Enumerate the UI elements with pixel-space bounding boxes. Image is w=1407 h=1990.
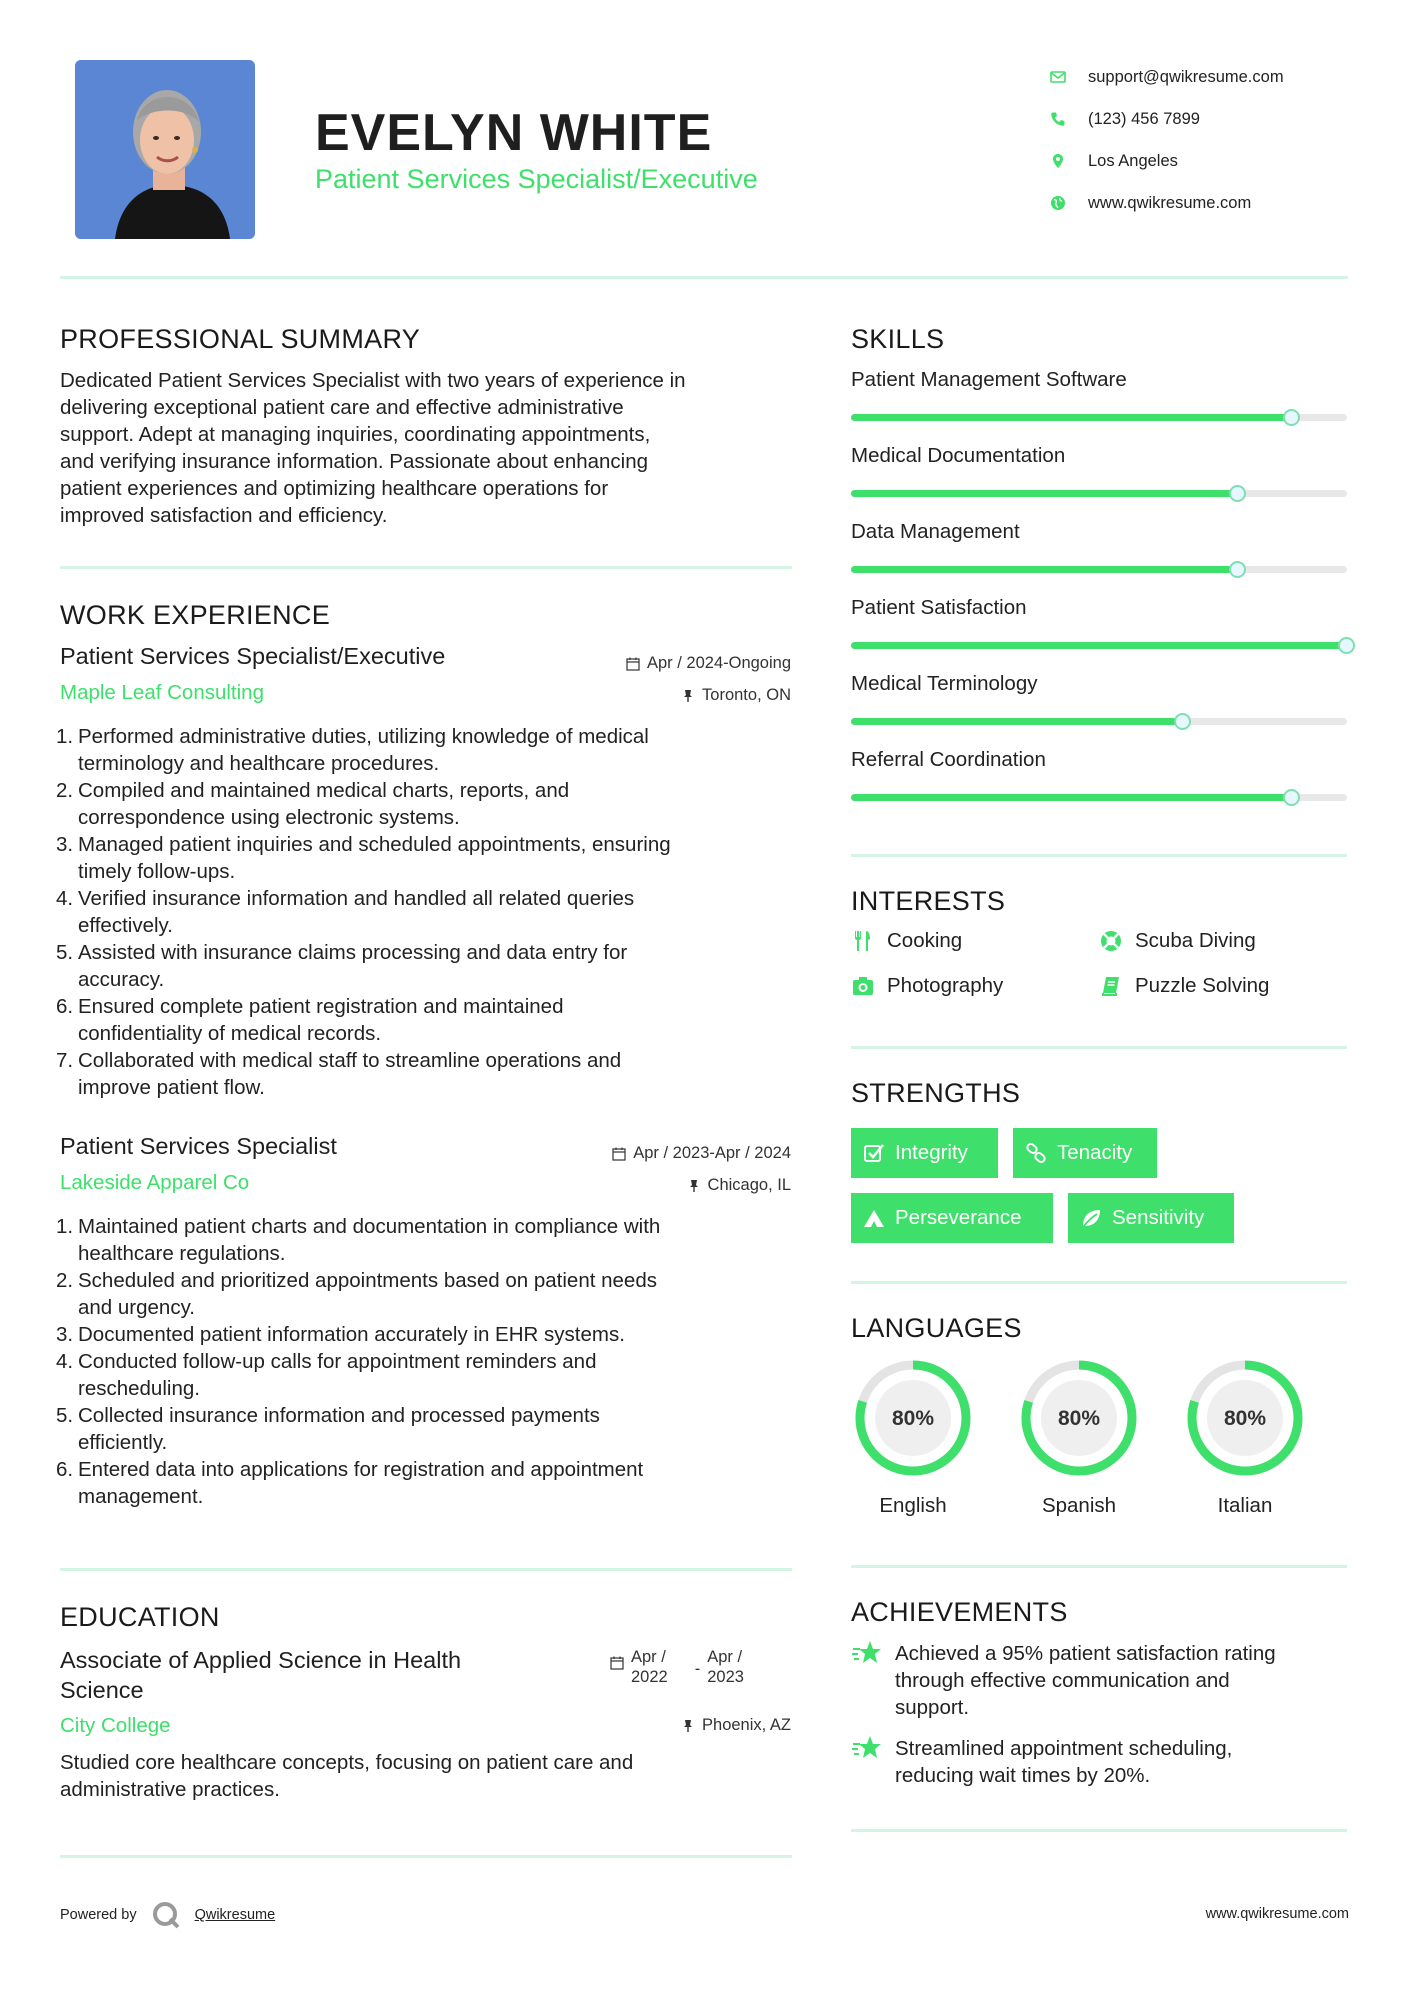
link-icon (1025, 1142, 1047, 1164)
degree-line: Science (60, 1677, 144, 1703)
leaf-icon (1080, 1207, 1102, 1229)
education-date (610, 1647, 744, 1687)
summary-text (60, 367, 800, 529)
strength-label: Tenacity (1057, 1141, 1133, 1164)
languages-heading: LANGUAGES (851, 1313, 1022, 1343)
skill-bar (851, 490, 1347, 497)
interests-divider (851, 1046, 1347, 1049)
language-ring (1017, 1356, 1141, 1480)
education-start: Apr / 2022 (631, 1648, 668, 1686)
skill-bar-fill (851, 414, 1292, 421)
skill-label: Medical Terminology (851, 672, 1038, 695)
book-icon (1099, 974, 1123, 998)
contact-location (1050, 140, 1284, 182)
language-percent: 80% (1057, 1407, 1101, 1430)
map-pin-icon (1050, 153, 1088, 169)
skill-bar-knob (1174, 713, 1191, 730)
company-name: Maple Leaf Consulting (60, 681, 264, 704)
phone-icon (1050, 111, 1088, 127)
pushpin-icon (681, 689, 695, 703)
strength-integrity (851, 1128, 998, 1178)
summary-line: support. Adept at managing inquiries, coordinating appointments, (60, 423, 651, 446)
contact-phone-text: (123) 456 7899 (1088, 109, 1200, 128)
job-date (612, 1144, 791, 1163)
language-name: Spanish (1041, 1494, 1117, 1517)
interest-cooking (851, 929, 962, 953)
skill-label: Patient Management Software (851, 368, 1127, 391)
strength-label: Perseverance (895, 1206, 1022, 1229)
skill-bar-fill (851, 718, 1183, 725)
list-item: Managed patient inquiries and scheduled appointments, ensuring timely follow-ups. (78, 833, 671, 883)
contact-email-text: support@qwikresume.com (1088, 67, 1284, 86)
education-date-sep: - (694, 1660, 701, 1678)
powered-by-label: Powered by (60, 1907, 137, 1923)
calendar-icon (610, 1656, 624, 1670)
star-award-icon (851, 1733, 883, 1765)
skill-bar-fill (851, 642, 1347, 649)
education-location-text: Phoenix, AZ (702, 1716, 791, 1734)
education-location (681, 1716, 791, 1735)
qwikresume-logo-icon (151, 1900, 181, 1930)
achievement-item (851, 1640, 1351, 1721)
achievements-heading: ACHIEVEMENTS (851, 1597, 1068, 1627)
contact-location-text: Los Angeles (1088, 151, 1178, 170)
skill-bar-fill (851, 566, 1238, 573)
skill-bar (851, 566, 1347, 573)
education-end: Apr / 2023 (707, 1648, 744, 1686)
summary-line: improved satisfaction and efficiency. (60, 504, 388, 527)
language-item (1183, 1356, 1307, 1518)
camera-icon (851, 974, 875, 998)
summary-line: delivering exceptional patient care and effective administrative (60, 396, 624, 419)
skill-bar-fill (851, 490, 1238, 497)
job-duties-list (60, 723, 800, 1101)
list-item: Scheduled and prioritized appointments based on patient needs and urgency. (78, 1269, 657, 1319)
company-name: Lakeside Apparel Co (60, 1171, 250, 1194)
interest-scuba-diving (1099, 929, 1256, 953)
strength-tenacity (1013, 1128, 1157, 1178)
list-item: Ensured complete patient registration and maintained confidentiality of medical records. (78, 995, 564, 1045)
degree-title (60, 1645, 461, 1705)
job-location-text: Toronto, ON (702, 686, 791, 704)
check-square-icon (863, 1142, 885, 1164)
school-name: City College (60, 1714, 171, 1737)
contact-website-text: www.qwikresume.com (1088, 193, 1252, 212)
calendar-icon (612, 1147, 626, 1161)
interest-label: Cooking (887, 929, 963, 952)
language-item (851, 1356, 975, 1518)
strengths-divider (851, 1281, 1347, 1284)
skill-bar (851, 794, 1347, 801)
skill-bar-knob (1338, 637, 1355, 654)
skill-bar (851, 414, 1347, 421)
list-item: Compiled and maintained medical charts, reports, and correspondence using electronic systems. (78, 779, 570, 829)
skill-bar-knob (1229, 561, 1246, 578)
interest-puzzle-solving (1099, 974, 1269, 998)
strength-label: Sensitivity (1112, 1206, 1205, 1229)
skill-label: Referral Coordination (851, 748, 1046, 771)
footer-branding (60, 1900, 275, 1930)
work-heading: WORK EXPERIENCE (60, 600, 331, 630)
education-heading: EDUCATION (60, 1602, 220, 1632)
pushpin-icon (681, 1719, 695, 1733)
mountain-icon (863, 1207, 885, 1229)
strengths-heading: STRENGTHS (851, 1078, 1021, 1108)
list-item: Performed administrative duties, utilizing knowledge of medical terminology and healthcare procedures. (78, 725, 649, 775)
language-ring (851, 1356, 975, 1480)
education-desc-line: administrative practices. (60, 1778, 280, 1801)
star-award-icon (851, 1638, 883, 1670)
contact-email[interactable] (1050, 56, 1284, 98)
summary-divider (60, 566, 792, 569)
education-divider (60, 1855, 792, 1858)
footer-website[interactable]: www.qwikresume.com (1205, 1906, 1349, 1922)
achievement-text: Streamlined appointment scheduling, reducing wait times by 20%. (895, 1737, 1233, 1787)
language-ring (1183, 1356, 1307, 1480)
skill-bar-knob (1283, 409, 1300, 426)
language-item (1017, 1356, 1141, 1518)
candidate-title: Patient Services Specialist/Executive (315, 164, 758, 194)
degree-line: Associate of Applied Science in Health (60, 1647, 462, 1673)
language-percent: 80% (891, 1407, 935, 1430)
strength-sensitivity (1068, 1193, 1234, 1243)
skill-bar (851, 718, 1347, 725)
skills-divider (851, 854, 1347, 857)
job-date (626, 654, 791, 673)
skill-bar-knob (1283, 789, 1300, 806)
work-divider (60, 1568, 792, 1571)
skill-bar (851, 642, 1347, 649)
skill-label: Patient Satisfaction (851, 596, 1027, 619)
interests-heading: INTERESTS (851, 886, 1006, 916)
summary-line: patient experiences and optimizing healthcare operations for (60, 477, 609, 500)
list-item: Collected insurance information and processed payments efficiently. (78, 1404, 600, 1454)
interest-label: Puzzle Solving (1135, 974, 1270, 997)
achievement-text: Achieved a 95% patient satisfaction rating through effective communication and support. (895, 1642, 1276, 1719)
summary-line: Dedicated Patient Services Specialist with two years of experience in (60, 369, 686, 392)
job-title: Patient Services Specialist/Executive (60, 643, 446, 669)
job-location (687, 1176, 791, 1195)
job-date-text: Apr / 2024-Ongoing (646, 654, 791, 672)
contact-phone[interactable] (1050, 98, 1284, 140)
envelope-icon (1050, 69, 1088, 85)
candidate-name: EVELYN WHITE (315, 104, 713, 162)
skill-label: Medical Documentation (851, 444, 1066, 467)
list-item: Verified insurance information and handled all related queries effectively. (78, 887, 635, 937)
summary-line: and verifying insurance information. Passionate about enhancing (60, 450, 649, 473)
list-item: Documented patient information accurately in EHR systems. (78, 1323, 625, 1346)
language-name: Italian (1217, 1494, 1273, 1517)
interest-photography (851, 974, 1003, 998)
summary-heading: PROFESSIONAL SUMMARY (60, 324, 421, 354)
education-description (60, 1749, 800, 1803)
achievement-item (851, 1735, 1351, 1789)
job-duties-list (60, 1213, 800, 1510)
skill-label: Data Management (851, 520, 1020, 543)
list-item: Assisted with insurance claims processing and data entry for accuracy. (78, 941, 628, 991)
list-item: Maintained patient charts and documentation in compliance with healthcare regulations. (78, 1215, 661, 1265)
pushpin-icon (687, 1179, 701, 1193)
header-divider (60, 276, 1348, 279)
skill-bar-knob (1229, 485, 1246, 502)
interest-label: Scuba Diving (1135, 929, 1256, 952)
list-item: Collaborated with medical staff to streamline operations and improve patient flow. (78, 1049, 622, 1099)
profile-photo (75, 60, 255, 239)
interest-label: Photography (887, 974, 1004, 997)
language-name: English (879, 1494, 947, 1517)
contact-website[interactable] (1050, 182, 1284, 224)
portrait-illustration (75, 60, 255, 239)
brand-link[interactable]: Qwikresume (194, 1907, 276, 1923)
languages-divider (851, 1565, 1347, 1568)
globe-icon (1050, 195, 1088, 211)
achievements-divider (851, 1829, 1347, 1832)
job-location-text: Chicago, IL (707, 1176, 791, 1194)
language-percent: 80% (1223, 1407, 1267, 1430)
job-location (681, 686, 791, 705)
strength-label: Integrity (895, 1141, 968, 1164)
calendar-icon (626, 657, 640, 671)
skills-heading: SKILLS (851, 324, 945, 354)
list-item: Conducted follow-up calls for appointment reminders and rescheduling. (78, 1350, 597, 1400)
contact-block (1050, 56, 1284, 224)
education-desc-line: Studied core healthcare concepts, focusing on patient care and (60, 1751, 634, 1774)
lifebuoy-icon (1099, 929, 1123, 953)
job-title: Patient Services Specialist (60, 1133, 337, 1159)
job-date-text: Apr / 2023-Apr / 2024 (633, 1144, 791, 1162)
strength-perseverance (851, 1193, 1053, 1243)
skill-bar-fill (851, 794, 1292, 801)
utensils-icon (851, 929, 875, 953)
list-item: Entered data into applications for registration and appointment management. (78, 1458, 644, 1508)
